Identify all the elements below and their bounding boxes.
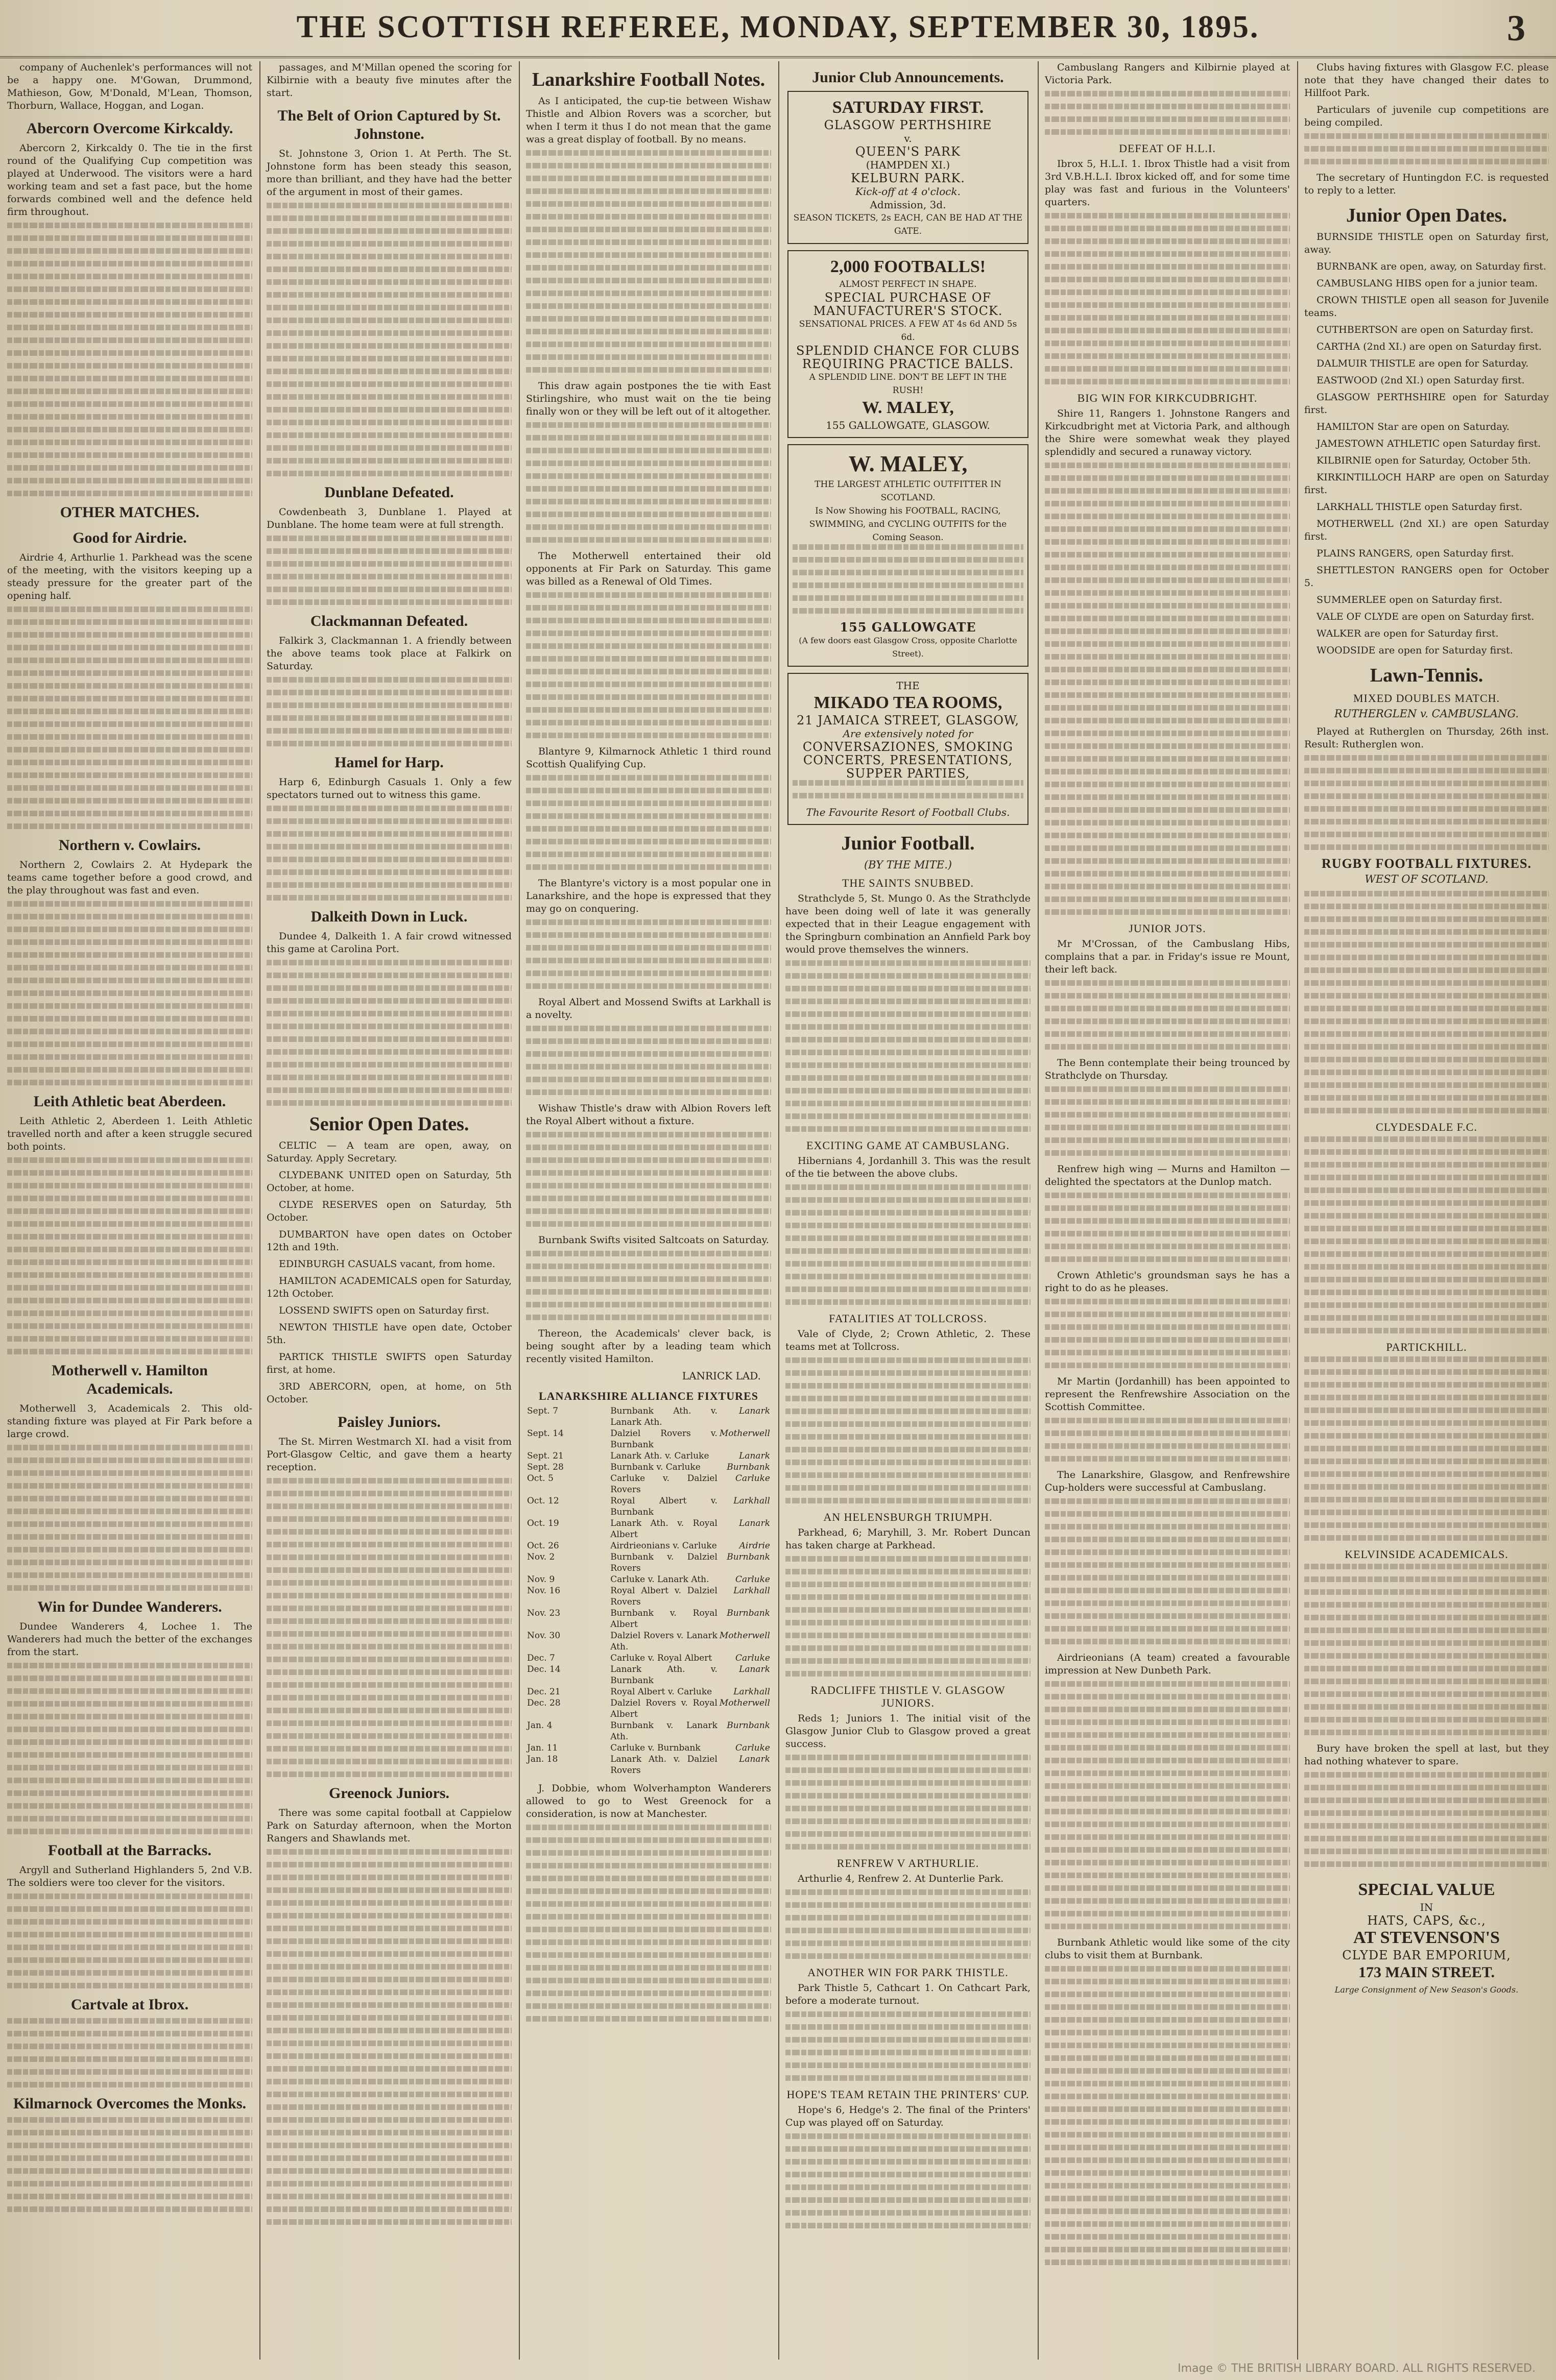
fixture-row — [526, 1720, 771, 1742]
open-date: SUMMERLEE open on Saturday first. — [1316, 594, 1503, 605]
article-text: Shire 11, Rangers 1. Johnstone Rangers and Kirkcudbright met at Victoria Park, and although the Shire were somewhat weak they played splendidly and secured a runaway victory. — [1045, 408, 1290, 457]
fixture-row — [526, 1405, 771, 1428]
headline: Football at the Barracks. — [48, 1842, 211, 1859]
fixture-venue: Larkhall — [733, 1586, 770, 1596]
fixture-match: Carluke v. Burnbank — [610, 1743, 701, 1753]
headline: Kilmarnock Overcomes the Monks. — [13, 2095, 247, 2112]
headline: Hamel for Harp. — [334, 754, 444, 771]
open-date: PLAINS RANGERS, open Saturday first. — [1316, 548, 1514, 559]
fixtures-table — [526, 1405, 771, 1776]
advertisement-stevensons: SPECIAL VALUE IN HATS, CAPS, &c., AT STEVENSON'S CLYDE BAR EMPORIUM, 173 MAIN STREET. Large Consignment of New Season's Goods. — [1334, 1880, 1519, 1995]
open-date: HAMILTON Star are open on Saturday. — [1316, 421, 1510, 432]
fixture-row — [526, 1653, 771, 1664]
fixture-date: Nov. 30 — [527, 1631, 561, 1641]
fixture-date: Dec. 28 — [527, 1698, 561, 1708]
open-date: SHETTLESTON RANGERS open for October 5. — [1304, 565, 1549, 589]
article-text: Airdrieonians (A team) created a favourable impression at New Dunbeth Park. — [1045, 1652, 1290, 1676]
column-4 — [778, 61, 1038, 2360]
fixture-venue: Carluke — [735, 1574, 770, 1585]
article-text: passages, and M'Millan opened the scoring for Kilbirnie with a beauty five minutes after the start. — [267, 62, 512, 99]
section-heading: OTHER MATCHES. — [60, 504, 200, 521]
article-text: Played at Rutherglen on Thursday, 26th inst. Result: Rutherglen won. — [1304, 726, 1549, 750]
fixture-venue: Larkhall — [733, 1687, 770, 1697]
open-date: CLYDE RESERVES open on Saturday, 5th October. — [267, 1199, 512, 1223]
article-text: company of Auchenlek's performances will not be a happy one. M'Gowan, Drummond, Mathieson, Gow, M'Donald, M'Lean, Thomson, Thorburn, Wallace, Hoggan, and Logan. — [7, 62, 252, 111]
fixture-row — [526, 1473, 771, 1495]
article-text: Leith Athletic 2, Aberdeen 1. Leith Athletic travelled north and after a keen struggle secured both points. — [7, 1115, 252, 1152]
fixture-row — [526, 1697, 771, 1720]
article-text: St. Johnstone 3, Orion 1. At Perth. The St. Johnstone form has been steady this season, more than brilliant, and they have had the better of the argument in most of their games. — [267, 148, 512, 198]
article-text: Cambuslang Rangers and Kilbirnie played at Victoria Park. — [1045, 62, 1290, 86]
headline: Good for Airdrie. — [73, 529, 187, 546]
open-date: CARTHA (2nd XI.) are open on Saturday first. — [1316, 341, 1542, 352]
advertisement-tea-rooms: THE MIKADO TEA ROOMS, 21 JAMAICA STREET, GLASGOW, Are extensively noted for CONVERSAZIONES, SMOKING CONCERTS, PRESENTATIONS, SUPPER PARTIES, The Favourite Resort of Football Clubs. — [787, 673, 1028, 825]
fixture-row — [526, 1664, 771, 1686]
headline: Dunblane Defeated. — [324, 484, 454, 501]
subheading: THE SAINTS SNUBBED. — [842, 877, 974, 889]
fixture-date: Dec. 7 — [527, 1653, 555, 1663]
fixture-date: Oct. 19 — [527, 1518, 559, 1528]
fixture-match: Royal Albert v. Carluke — [610, 1687, 712, 1697]
fixture-match: Lanark Ath. v. Dalziel Rovers — [610, 1754, 717, 1776]
subheading-teams: RUTHERGLEN v. CAMBUSLANG. — [1334, 708, 1519, 720]
article-text: The Motherwell entertained their old opponents at Fir Park on Saturday. This game was billed as a Renewal of Old Times. — [526, 550, 771, 587]
fixture-date: Sept. 14 — [527, 1428, 564, 1439]
open-date: CROWN THISTLE open all season for Juvenile teams. — [1304, 295, 1549, 319]
fixture-row — [526, 1495, 771, 1518]
fixture-venue: Carluke — [735, 1653, 770, 1663]
fixture-date: Nov. 16 — [527, 1586, 561, 1596]
open-date: LOSSEND SWIFTS open on Saturday first. — [279, 1305, 490, 1316]
fixture-venue: Airdrie — [739, 1541, 770, 1551]
fixture-venue: Carluke — [735, 1743, 770, 1753]
headline: Clackmannan Defeated. — [310, 613, 468, 629]
subheading: RUGBY FOOTBALL FIXTURES. — [1322, 856, 1531, 871]
article-text: Clubs having fixtures with Glasgow F.C. please note that they have changed their dates to Hillfoot Park. — [1304, 62, 1549, 99]
fixture-date: Sept. 21 — [527, 1451, 564, 1461]
open-date: NEWTON THISTLE have open date, October 5th. — [267, 1322, 512, 1346]
article-text: Hope's 6, Hedge's 2. The final of the Printers' Cup was played off on Saturday. — [785, 2104, 1031, 2128]
fixture-match: Royal Albert v. Burnbank — [610, 1496, 717, 1517]
fixture-venue: Carluke — [735, 1473, 770, 1484]
fixture-match: Lanark Ath. v. Carluke — [610, 1451, 709, 1461]
fixture-row — [526, 1754, 771, 1776]
byline: (BY THE MITE.) — [864, 859, 952, 871]
fixture-date: Sept. 7 — [527, 1406, 559, 1416]
article-text: Reds 1; Juniors 1. The initial visit of the Glasgow Junior Club to Glasgow proved a great success. — [785, 1713, 1031, 1750]
fixture-date: Jan. 4 — [527, 1720, 553, 1731]
fixture-venue: Burnbank — [727, 1608, 770, 1618]
subheading: EXCITING GAME AT CAMBUSLANG. — [806, 1139, 1010, 1152]
column-5 — [1038, 61, 1297, 2360]
article-text: Northern 2, Cowlairs 2. At Hydepark the teams came together before a good crowd, and the play throughout was fast and even. — [7, 859, 252, 896]
open-date: HAMILTON ACADEMICALS open for Saturday, 12th October. — [267, 1275, 512, 1299]
article-text: Hibernians 4, Jordanhill 3. This was the result of the tie between the above clubs. — [785, 1155, 1031, 1179]
subheading: DEFEAT OF H.L.I. — [1119, 142, 1216, 155]
open-date: WOODSIDE are open for Saturday first. — [1316, 645, 1513, 656]
article-text: Mr M'Crossan, of the Cambuslang Hibs, complains that a par. in Friday's issue re Mount, their left back. — [1045, 938, 1290, 975]
fixture-match: Dalziel Rovers v. Burnbank — [610, 1428, 717, 1450]
open-date: CELTIC — A team are open, away, on Saturday. Apply Secretary. — [267, 1140, 512, 1164]
article-text: Mr Martin (Jordanhill) has been appointed to represent the Renfrewshire Association on the Scottish Committee. — [1045, 1376, 1290, 1413]
article-text: Vale of Clyde, 2; Crown Athletic, 2. These teams met at Tollcross. — [785, 1328, 1031, 1352]
subheading: RENFREW V ARTHURLIE. — [836, 1857, 979, 1869]
article-text: Harp 6, Edinburgh Casuals 1. Only a few spectators turned out to witness this game. — [267, 776, 512, 800]
fixture-row — [526, 1450, 771, 1462]
fixture-venue: Lanark — [739, 1451, 770, 1461]
fixture-venue: Lanark — [739, 1518, 770, 1528]
fixture-row — [526, 1574, 771, 1585]
fixture-match: Burnbank v. Carluke — [610, 1462, 701, 1472]
section-heading: Senior Open Dates. — [309, 1113, 469, 1135]
fixture-match: Burnbank Ath. v. Lanark Ath. — [610, 1406, 717, 1427]
fixture-match: Burnbank v. Royal Albert — [610, 1608, 717, 1630]
column-2 — [259, 61, 519, 2360]
advertisement-match: SATURDAY FIRST. GLASGOW PERTHSHIRE v. QUEEN'S PARK (HAMPDEN XI.) KELBURN PARK. Kick-off at 4 o'clock. Admission, 3d. SEASON TICKETS, 2s EACH, CAN BE HAD AT THE GATE. — [787, 91, 1028, 244]
fixture-date: Nov. 2 — [527, 1552, 555, 1562]
article-text: Blantyre 9, Kilmarnock Athletic 1 third round Scottish Qualifying Cup. — [526, 746, 771, 770]
article-text: Dundee Wanderers 4, Lochee 1. The Wanderers had much the better of the exchanges from the start. — [7, 1621, 252, 1658]
fixtures-heading: LANARKSHIRE ALLIANCE FIXTURES — [539, 1390, 758, 1402]
fixture-date: Oct. 5 — [527, 1473, 554, 1484]
fixture-row — [526, 1428, 771, 1450]
subheading: KELVINSIDE ACADEMICALS. — [1345, 1548, 1509, 1561]
fixture-row — [526, 1742, 771, 1754]
headline: Lanarkshire Football Notes. — [532, 69, 765, 90]
headline: Northern v. Cowlairs. — [58, 837, 201, 854]
subheading: FATALITIES AT TOLLCROSS. — [829, 1312, 987, 1325]
article-text: Bury have broken the spell at last, but they had nothing whatever to spare. — [1304, 1743, 1549, 1767]
subheading: PARTICKHILL. — [1386, 1341, 1467, 1353]
article-text: The Blantyre's victory is a most popular one in Lanarkshire, and the hope is expressed that they may go on conquering. — [526, 878, 771, 914]
subheading-club: WEST OF SCOTLAND. — [1365, 873, 1489, 885]
fixture-date: Dec. 14 — [527, 1664, 561, 1674]
fixture-match: Burnbank v. Lanark Ath. — [610, 1720, 717, 1742]
fixture-venue: Larkhall — [733, 1496, 770, 1506]
open-date: VALE OF CLYDE are open on Saturday first. — [1316, 611, 1535, 622]
article-text: The St. Mirren Westmarch XI. had a visit from Port-Glasgow Celtic, and gave them a hearty reception. — [267, 1436, 512, 1473]
fixture-match: Airdrieonians v. Carluke — [610, 1541, 717, 1551]
headline: Dalkeith Down in Luck. — [310, 908, 468, 925]
fixture-date: Oct. 26 — [527, 1541, 559, 1551]
advertisement-outfitter: W. MALEY, THE LARGEST ATHLETIC OUTFITTER IN SCOTLAND. Is Now Showing his FOOTBALL, RACING, SWIMMING, and CYCLING OUTFITS for the Coming Season. 155 GALLOWGATE (A few doors east Glasgow Cross, opposite Charlotte Street). — [787, 444, 1028, 667]
fixture-match: Dalziel Rovers v. Lanark Ath. — [610, 1631, 717, 1652]
fixture-date: Dec. 21 — [527, 1687, 561, 1697]
open-date: CAMBUSLANG HIBS open for a junior team. — [1316, 278, 1538, 289]
open-date: PARTICK THISTLE SWIFTS open Saturday first, at home. — [267, 1351, 512, 1375]
article-text: The Benn contemplate their being trounced by Strathclyde on Thursday. — [1045, 1057, 1290, 1081]
column-1 — [0, 61, 259, 2360]
headline: Leith Athletic beat Aberdeen. — [33, 1093, 226, 1110]
fixture-match: Carluke v. Royal Albert — [610, 1653, 712, 1663]
article-text: Ibrox 5, H.L.I. 1. Ibrox Thistle had a visit from 3rd V.B.H.L.I. Ibrox kicked off, and for some time play was fast and furious in the Volunteers' quarters. — [1045, 158, 1290, 208]
subheading: HOPE'S TEAM RETAIN THE PRINTERS' CUP. — [786, 2088, 1030, 2101]
article-text: There was some capital football at Cappielow Park on Saturday afternoon, when the Morton Rangers and Shawlands met. — [267, 1807, 512, 1844]
subheading: MIXED DOUBLES MATCH. — [1353, 692, 1500, 705]
fixture-date: Jan. 18 — [527, 1754, 558, 1764]
article-text: Strathclyde 5, St. Mungo 0. As the Strathclyde have been doing well of late it was generally expected that in their League engagement with the Springburn combination an Annfield Park boy would prove themselves the winners. — [785, 893, 1031, 955]
fixture-date: Oct. 12 — [527, 1496, 559, 1506]
fixture-venue: Burnbank — [727, 1462, 770, 1472]
fixture-date: Nov. 23 — [527, 1608, 561, 1618]
fixture-row — [526, 1608, 771, 1630]
fixture-row — [526, 1686, 771, 1697]
open-date: DUMBARTON have open dates on October 12th and 19th. — [267, 1229, 512, 1253]
subheading: BIG WIN FOR KIRKCUDBRIGHT. — [1077, 392, 1258, 404]
open-date: CLYDEBANK UNITED open on Saturday, 5th October, at home. — [267, 1170, 512, 1194]
subheading: AN HELENSBURGH TRIUMPH. — [823, 1511, 993, 1523]
fixture-venue: Motherwell — [719, 1428, 770, 1439]
article-text: Burnbank Swifts visited Saltcoats on Saturday. — [538, 1234, 769, 1246]
fixture-match: Lanark Ath. v. Royal Albert — [610, 1518, 717, 1540]
fixture-match: Carluke v. Dalziel Rovers — [610, 1473, 717, 1495]
fixture-row — [526, 1540, 771, 1551]
headline: Motherwell v. Hamilton Academicals. — [52, 1362, 208, 1397]
open-date: GLASGOW PERTHSHIRE open for Saturday first. — [1304, 392, 1549, 416]
page-number: 3 — [1507, 8, 1525, 48]
fixture-match: Carluke v. Lanark Ath. — [610, 1574, 709, 1585]
fixture-match: Burnbank v. Dalziel Rovers — [610, 1552, 717, 1573]
headline: Paisley Juniors. — [338, 1414, 441, 1430]
headline: Win for Dundee Wanderers. — [37, 1598, 222, 1615]
fixture-venue: Burnbank — [727, 1552, 770, 1562]
junior-open-dates-list — [1304, 231, 1549, 657]
subheading: JUNIOR JOTS. — [1129, 922, 1206, 935]
headline: The Belt of Orion Captured by St. Johnstone. — [277, 107, 501, 142]
article-text: Airdrie 4, Arthurlie 1. Parkhead was the scene of the meeting, with the visitors keeping up a steady pressure for the greater part of the opening half. — [7, 552, 252, 601]
column-6 — [1297, 61, 1556, 2360]
article-text: Burnbank Athletic would like some of the city clubs to visit them at Burnbank. — [1045, 1937, 1290, 1961]
article-text: Renfrew high wing — Murns and Hamilton — delighted the spectators at the Dunlop match. — [1045, 1163, 1290, 1187]
article-text: Falkirk 3, Clackmannan 1. A friendly between the above teams took place at Falkirk on Saturday. — [267, 635, 512, 672]
article-text: As I anticipated, the cup-tie between Wishaw Thistle and Albion Rovers was a scorcher, but when I term it thus I do not mean that the game was a great display of football. By no means. — [526, 95, 771, 145]
article-text: Cowdenbeath 3, Dunblane 1. Played at Dunblane. The home team were at full strength. — [267, 506, 512, 530]
article-text: Park Thistle 5, Cathcart 1. On Cathcart Park, before a moderate turnout. — [785, 1982, 1031, 2006]
fixture-row — [526, 1462, 771, 1473]
article-text: Thereon, the Academicals' clever back, is being sought after by a leading team which recently visited Hamilton. — [526, 1328, 771, 1365]
section-heading: Junior Open Dates. — [1346, 205, 1507, 226]
open-date: MOTHERWELL (2nd XI.) are open Saturday first. — [1304, 518, 1549, 542]
subheading: CLYDESDALE F.C. — [1376, 1121, 1477, 1133]
fixture-date: Nov. 9 — [527, 1574, 555, 1585]
open-date: CUTHBERTSON are open on Saturday first. — [1316, 324, 1534, 335]
article-text: Particulars of juvenile cup competitions are being compiled. — [1304, 104, 1549, 128]
masthead — [0, 0, 1556, 58]
column-3 — [519, 61, 778, 2360]
fixture-venue: Lanark — [739, 1406, 770, 1416]
image-credit: Image © THE BRITISH LIBRARY BOARD. ALL RIGHTS RESERVED. — [1178, 2362, 1536, 2375]
article-text: Motherwell 3, Academicals 2. This old-standing fixture was played at Fir Park before a large crowd. — [7, 1403, 252, 1440]
section-heading: Lawn-Tennis. — [1370, 665, 1483, 686]
headline: Cartvale at Ibrox. — [70, 1996, 189, 2013]
advertisement-footballs: 2,000 FOOTBALLS! ALMOST PERFECT IN SHAPE. SPECIAL PURCHASE OF MANUFACTURER'S STOCK. SENSATIONAL PRICES. A FEW AT 4s 6d AND 5s 6d. SPLENDID CHANCE FOR CLUBS REQUIRING PRACTICE BALLS. A SPLENDID LINE. DON'T BE LEFT IN THE RUSH! W. MALEY, 155 GALLOWGATE, GLASGOW. — [787, 250, 1028, 438]
article-text: Crown Athletic's groundsman says he has a right to do as he pleases. — [1045, 1270, 1290, 1294]
fixture-venue: Motherwell — [719, 1631, 770, 1641]
article-text: J. Dobbie, whom Wolverhampton Wanderers allowed to go to West Greenock for a consideration, is now at Manchester. — [526, 1783, 771, 1819]
open-date: DALMUIR THISTLE are open for Saturday. — [1316, 358, 1529, 369]
fixture-match: Lanark Ath. v. Burnbank — [610, 1664, 717, 1686]
fixture-venue: Motherwell — [719, 1698, 770, 1708]
article-text: The Lanarkshire, Glasgow, and Renfrewshire Cup-holders were successful at Cambuslang. — [1045, 1469, 1290, 1493]
open-date: EASTWOOD (2nd XI.) open Saturday first. — [1316, 375, 1525, 386]
headline: Junior Club Announcements. — [812, 69, 1004, 86]
open-date: WALKER are open for Saturday first. — [1316, 628, 1499, 639]
fixture-venue: Lanark — [739, 1754, 770, 1764]
fixture-row — [526, 1585, 771, 1608]
open-date: 3RD ABERCORN, open, at home, on 5th October. — [267, 1381, 512, 1405]
article-text: Royal Albert and Mossend Swifts at Larkhall is a novelty. — [526, 997, 771, 1021]
open-date: KILBIRNIE open for Saturday, October 5th. — [1316, 455, 1531, 466]
fixture-match: Royal Albert v. Dalziel Rovers — [610, 1586, 717, 1607]
author-signoff: LANRICK LAD. — [682, 1370, 761, 1382]
fixture-venue: Lanark — [739, 1664, 770, 1674]
article-text: Abercorn 2, Kirkcaldy 0. The tie in the first round of the Qualifying Cup competition was played at Underwood. The visitors were a hard working team and set a fast pace, but the home forwards combined well and the defence held firm throughout. — [7, 142, 252, 217]
section-heading: Junior Football. — [841, 833, 975, 854]
open-date: EDINBURGH CASUALS vacant, from home. — [279, 1258, 495, 1270]
subheading: RADCLIFFE THISTLE V. GLASGOW JUNIORS. — [810, 1684, 1006, 1709]
open-date: JAMESTOWN ATHLETIC open Saturday first. — [1316, 438, 1541, 449]
headline: Greenock Juniors. — [328, 1785, 450, 1802]
fixture-date: Sept. 28 — [527, 1462, 564, 1472]
open-date: BURNBANK are open, away, on Saturday first. — [1316, 261, 1546, 272]
article-text: Dundee 4, Dalkeith 1. A fair crowd witnessed this game at Carolina Port. — [267, 931, 512, 955]
open-date: LARKHALL THISTLE open Saturday first. — [1316, 501, 1523, 513]
fixture-venue: Burnbank — [727, 1720, 770, 1731]
article-text: The secretary of Huntingdon F.C. is requested to reply to a letter. — [1304, 172, 1549, 196]
subheading: ANOTHER WIN FOR PARK THISTLE. — [807, 1966, 1009, 1979]
article-text: Argyll and Sutherland Highlanders 5, 2nd V.B. The soldiers were too clever for the visitors. — [7, 1864, 252, 1888]
fixture-match: Dalziel Rovers v. Royal Albert — [610, 1698, 717, 1719]
fixture-row — [526, 1518, 771, 1540]
article-text: Arthurlie 4, Renfrew 2. At Dunterlie Park. — [798, 1873, 1004, 1884]
article-text: Wishaw Thistle's draw with Albion Rovers left the Royal Albert without a fixture. — [526, 1103, 771, 1127]
masthead-title: THE SCOTTISH REFEREE, MONDAY, SEPTEMBER 30, 1895. — [296, 10, 1260, 44]
open-date: BURNSIDE THISTLE open on Saturday first, away. — [1304, 231, 1549, 255]
fixture-row — [526, 1630, 771, 1653]
fixture-row — [526, 1551, 771, 1574]
fixture-date: Jan. 11 — [527, 1743, 558, 1753]
article-text: Parkhead, 6; Maryhill, 3. Mr. Robert Duncan has taken charge at Parkhead. — [785, 1527, 1031, 1551]
open-date: KIRKINTILLOCH HARP are open on Saturday first. — [1304, 472, 1549, 496]
headline: Abercorn Overcome Kirkcaldy. — [26, 120, 233, 137]
article-text: This draw again postpones the tie with East Stirlingshire, who must wait on the tie being finally won or they will be left out of it altogether. — [526, 380, 771, 417]
